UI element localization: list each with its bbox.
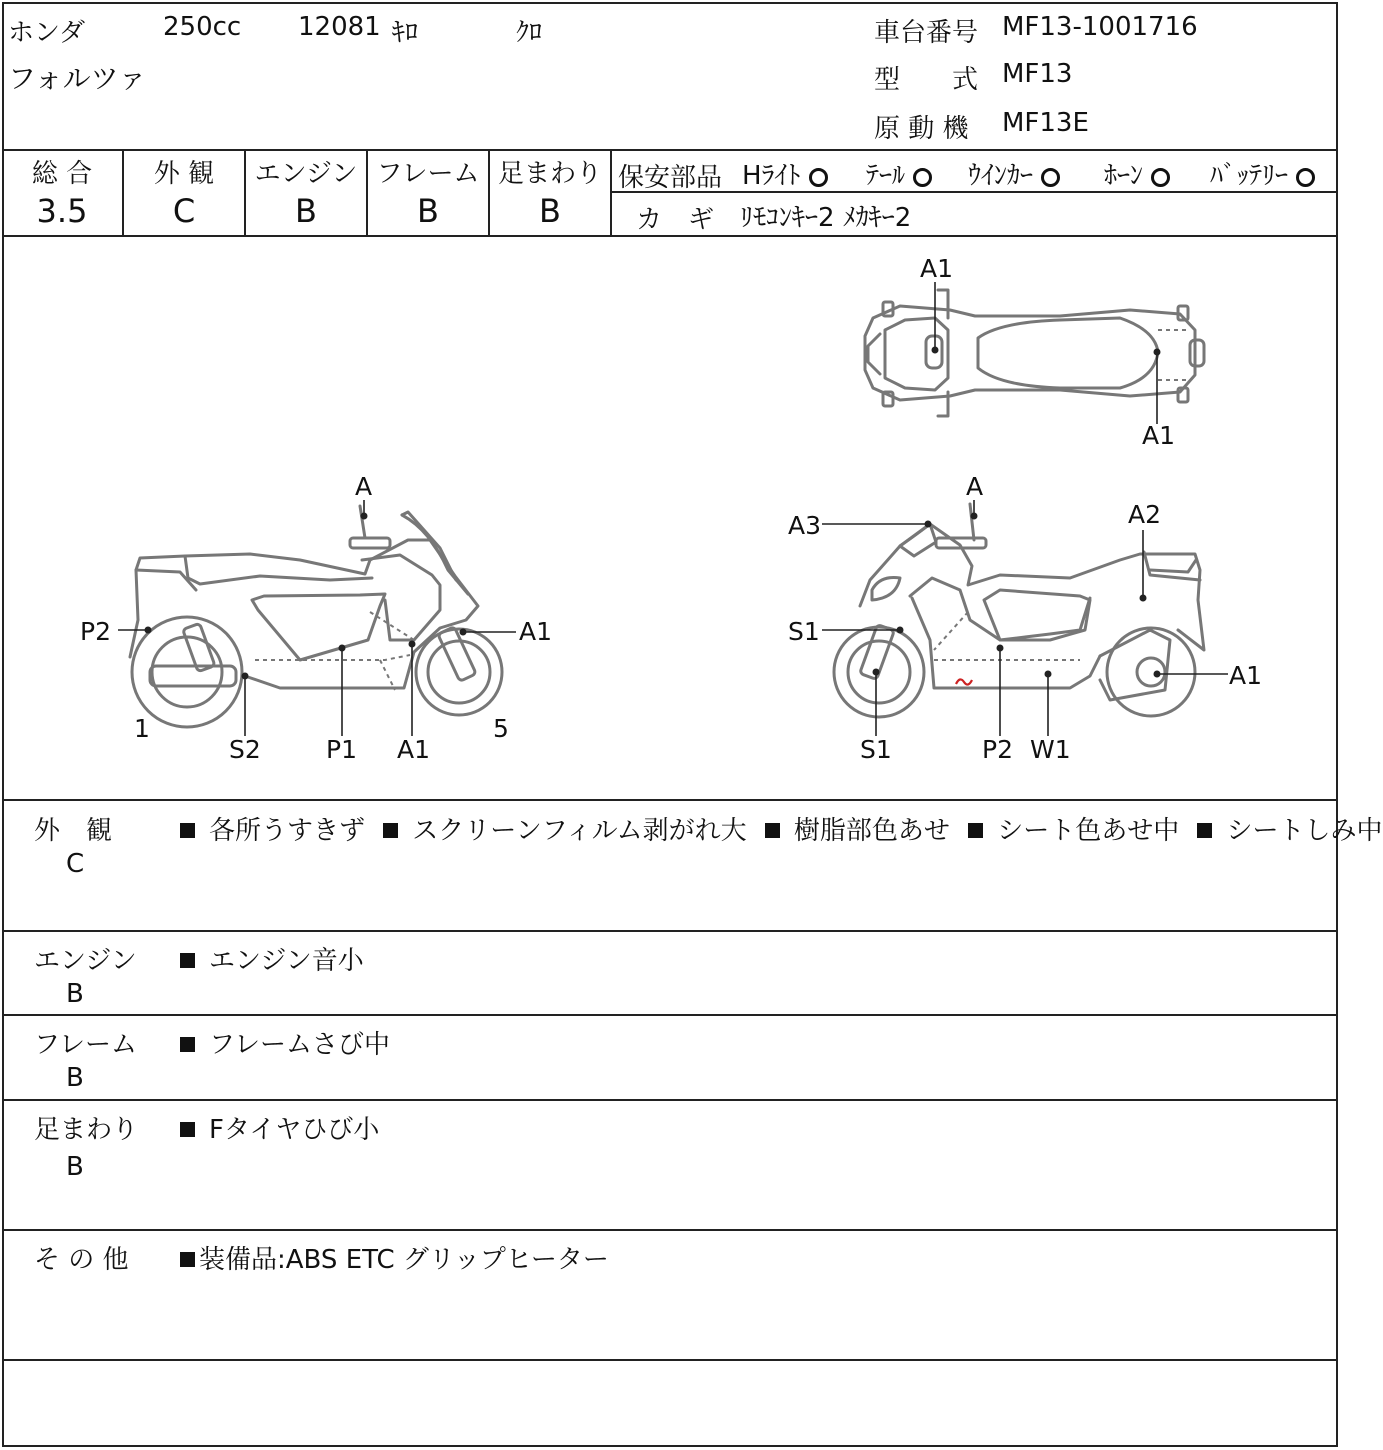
frame-no-label: 車台番号 (874, 18, 979, 48)
mileage-unit: ｷﾛ (392, 18, 419, 48)
left-side-sketch (130, 506, 502, 727)
color: ｸﾛ (516, 18, 543, 48)
frame-no-value: MF13-1001716 (1002, 12, 1198, 42)
rating-label: 外 観 (153, 159, 215, 189)
divider (2, 149, 1338, 151)
damage-label: A1 (920, 254, 954, 283)
damage-label: A (355, 472, 373, 501)
rating-value-frame: B (417, 192, 439, 230)
damage-label: S1 (860, 735, 892, 764)
divider (2, 1229, 1338, 1231)
remark-category: 外 観 (34, 816, 113, 846)
damage-label: A (966, 472, 984, 501)
remark-category: エンジン (34, 946, 137, 976)
damage-label: P2 (80, 617, 111, 646)
damage-label: P1 (326, 735, 357, 764)
rating-value-engine: B (295, 192, 317, 230)
key-value: ﾘﾓｺﾝｷｰ2 ﾒｶｷｰ2 (740, 203, 912, 233)
damage-label: A1 (397, 735, 431, 764)
bullet-square-icon (1197, 823, 1212, 838)
safety-title: 保安部品 (618, 163, 723, 193)
remark-category: そ の 他 (34, 1245, 129, 1275)
divider (2, 1014, 1338, 1016)
remark-category: フレーム (34, 1030, 137, 1060)
ok-circle-icon (1151, 168, 1170, 187)
type-label: 型 式 (874, 65, 979, 95)
damage-label: S1 (788, 617, 820, 646)
rating-value-overall: 3.5 (36, 192, 88, 230)
safety-item-tail: ﾃｰﾙ (866, 155, 932, 192)
remark-items-other: 装備品:ABS ETC グリップヒーター (176, 1239, 609, 1276)
damage-label: P2 (982, 735, 1013, 764)
bullet-square-icon (180, 823, 195, 838)
remark-items-engine: エンジン音小 (176, 940, 364, 977)
rating-label: エンジン (254, 159, 358, 189)
bullet-square-icon (180, 1037, 195, 1052)
remark-grade: B (66, 979, 84, 1009)
safety-item-headlight: Hﾗｲﾄ (742, 155, 828, 192)
bullet-square-icon (180, 953, 195, 968)
maker: ホンダ (8, 18, 85, 48)
red-mark (956, 679, 972, 684)
divider (2, 799, 1338, 801)
engine-label: 原 動 機 (874, 114, 969, 144)
damage-label: 1 (134, 714, 150, 743)
bullet-square-icon (383, 823, 398, 838)
divider (2, 930, 1338, 932)
remark-category: 足まわり (34, 1115, 139, 1145)
safety-item-horn: ﾎｰﾝ (1104, 155, 1170, 192)
remark-items-frame: フレームさび中 (176, 1024, 390, 1061)
safety-item-winker: ｳｲﾝｶｰ (968, 155, 1060, 192)
rating-label: 総 合 (31, 159, 93, 189)
damage-label: A3 (788, 511, 822, 540)
safety-item-battery: ﾊﾞｯﾃﾘｰ (1210, 155, 1315, 192)
model-name: フォルツァ (8, 62, 147, 95)
ok-circle-icon (809, 168, 828, 187)
rating-value-suspension: B (539, 192, 561, 230)
damage-label: A1 (1229, 661, 1263, 690)
remark-grade: C (66, 849, 85, 879)
rating-value-exterior: C (172, 192, 196, 230)
bullet-square-icon (180, 1252, 195, 1267)
remark-items-suspension: Fタイヤひび小 (176, 1109, 379, 1146)
key-label: カ ギ (636, 205, 715, 235)
rating-label: フレーム (376, 159, 480, 189)
damage-label: A1 (1142, 421, 1176, 450)
damage-label: W1 (1030, 735, 1071, 764)
right-side-sketch (834, 504, 1204, 717)
divider (610, 149, 612, 237)
remark-grade: B (66, 1152, 84, 1182)
mileage-value: 12081 (298, 12, 381, 42)
ok-circle-icon (1296, 168, 1315, 187)
remark-grade: B (66, 1063, 84, 1093)
remark-items-exterior: 各所うすきず スクリーンフィルム剥がれ大 樹脂部色あせ シート色あせ中 シートしみ中 (176, 810, 1383, 847)
damage-label: A2 (1128, 500, 1162, 529)
damage-label: 5 (493, 714, 509, 743)
ok-circle-icon (913, 168, 932, 187)
bullet-square-icon (968, 823, 983, 838)
damage-label: A1 (519, 617, 553, 646)
divider (2, 1099, 1338, 1101)
bullet-square-icon (180, 1122, 195, 1137)
engine-value: MF13E (1002, 108, 1089, 138)
divider (2, 1359, 1338, 1361)
rating-label: 足まわり (497, 159, 602, 189)
ok-circle-icon (1041, 168, 1060, 187)
displacement: 250cc (163, 12, 242, 42)
bullet-square-icon (765, 823, 780, 838)
top-view-sketch (865, 290, 1204, 416)
damage-label: S2 (229, 735, 261, 764)
type-value: MF13 (1002, 59, 1073, 89)
